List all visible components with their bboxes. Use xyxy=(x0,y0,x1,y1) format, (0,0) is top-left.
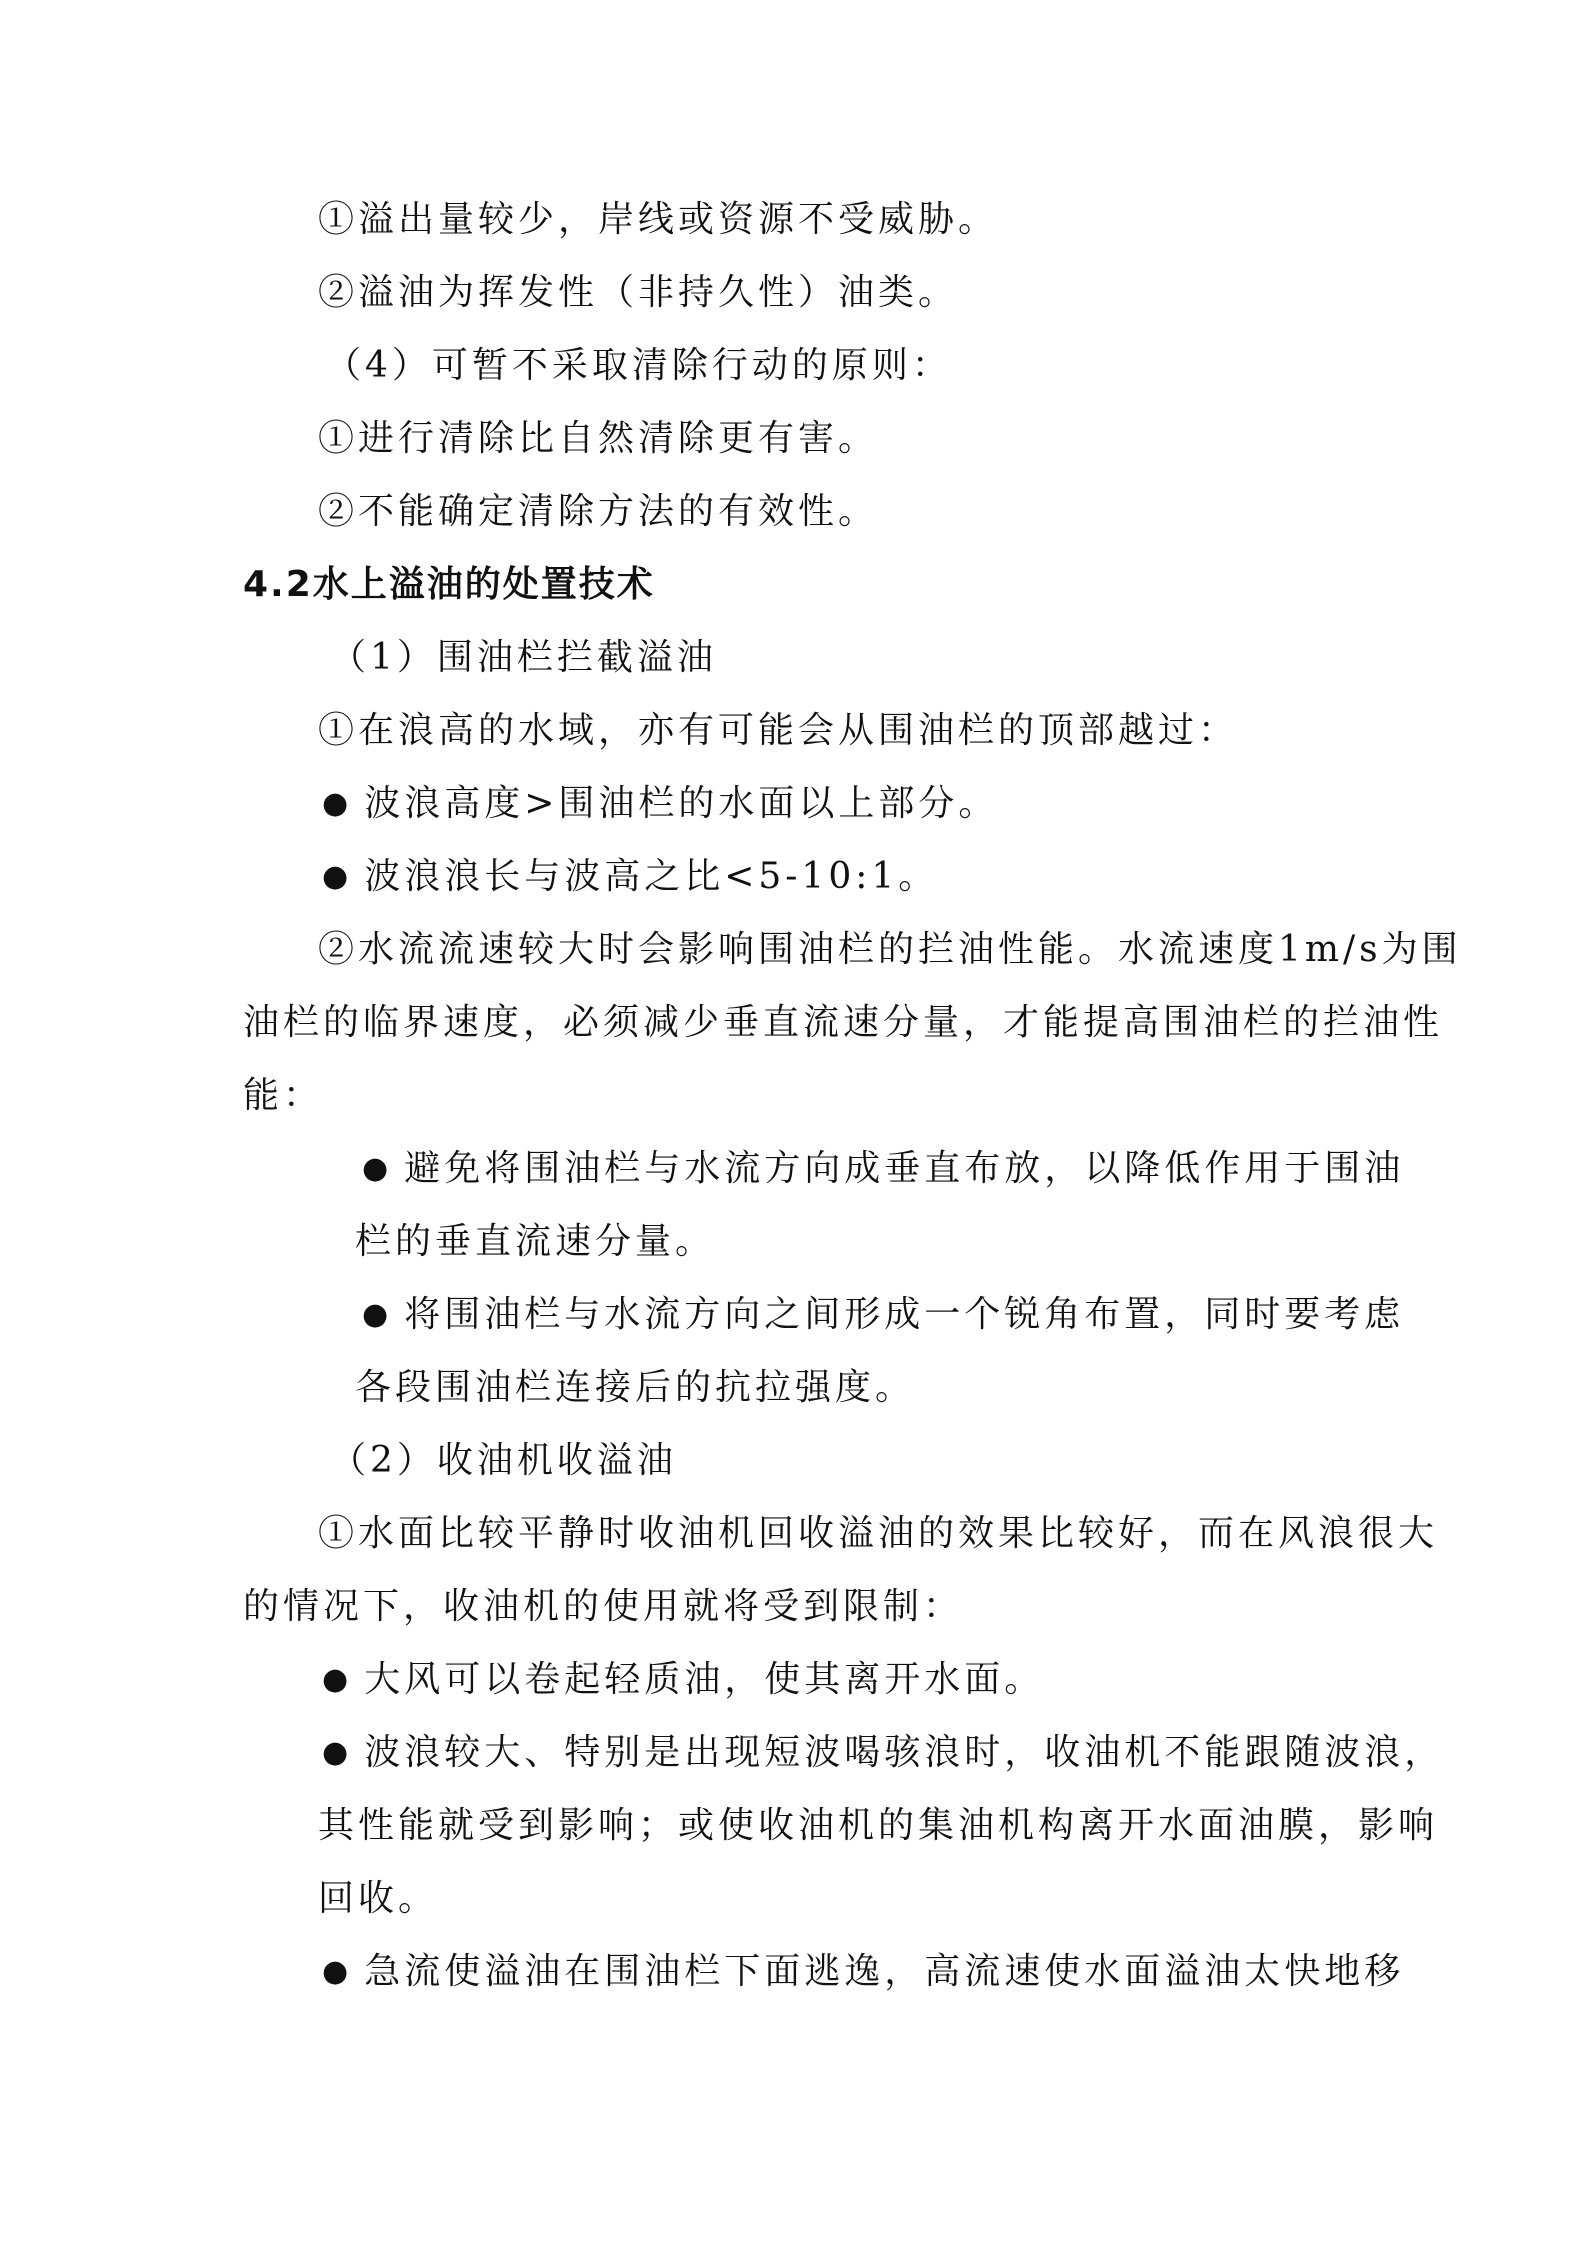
bullet-text: 急流使溢油在围油栏下面逃逸，高流速使水面溢油太快地移 xyxy=(364,1951,1405,1992)
bullet-icon: ● xyxy=(322,859,349,894)
bullet-item xyxy=(322,782,998,826)
bullet-text: 将围油栏与水流方向之间形成一个锐角布置，同时要考虑 xyxy=(404,1294,1405,1335)
text-line: （4）可暂不采取清除行动的原则： xyxy=(325,345,952,386)
text-line: ②溢油为挥发性（非持久性）油类。 xyxy=(318,272,959,313)
bullet-icon: ● xyxy=(362,1151,389,1186)
text-line: 油栏的临界速度，必须减少垂直流速分量，才能提高围油栏的拦油性 xyxy=(243,1002,1444,1043)
text-line: 栏的垂直流速分量。 xyxy=(355,1221,716,1262)
bullet-text: 避免将围油栏与水流方向成垂直布放，以降低作用于围油 xyxy=(404,1148,1405,1189)
section-heading: 4.2水上溢油的处置技术 xyxy=(243,564,655,605)
bullet-text: 波浪较大、特别是出现短波喝骇浪时，收油机不能跟随波浪， xyxy=(364,1732,1445,1773)
subsection-heading: （2）收油机收溢油 xyxy=(330,1440,677,1481)
bullet-item xyxy=(362,1147,1405,1191)
bullet-item xyxy=(322,1658,1044,1702)
bullet-item xyxy=(322,1731,1445,1775)
text-line: 的情况下，收油机的使用就将受到限制： xyxy=(243,1586,964,1627)
text-line: ①溢出量较少，岸线或资源不受威胁。 xyxy=(318,199,999,240)
bullet-icon: ● xyxy=(362,1297,389,1332)
text-line: 回收。 xyxy=(318,1878,439,1919)
text-line: 能： xyxy=(243,1075,324,1116)
bullet-icon: ● xyxy=(322,1954,349,1989)
text-line: ②不能确定清除方法的有效性。 xyxy=(318,491,879,532)
bullet-text: 波浪高度>围油栏的水面以上部分。 xyxy=(364,783,999,824)
text-line: ②水流流速较大时会影响围油栏的拦油性能。水流速度1m/s为围 xyxy=(318,929,1462,970)
bullet-item xyxy=(362,1293,1405,1337)
text-line: ①水面比较平静时收油机回收溢油的效果比较好，而在风浪很大 xyxy=(318,1513,1439,1554)
bullet-item xyxy=(322,1950,1405,1994)
text-line: 各段围油栏连接后的抗拉强度。 xyxy=(355,1367,916,1408)
bullet-icon: ● xyxy=(322,786,349,821)
bullet-text: 波浪浪长与波高之比<5-10:1。 xyxy=(364,856,939,897)
bullet-text: 大风可以卷起轻质油，使其离开水面。 xyxy=(364,1659,1045,1700)
text-line: ①在浪高的水域，亦有可能会从围油栏的顶部越过： xyxy=(318,710,1239,751)
subsection-heading: （1）围油栏拦截溢油 xyxy=(330,637,717,678)
bullet-item xyxy=(322,855,938,899)
text-line: ①进行清除比自然清除更有害。 xyxy=(318,418,879,459)
bullet-icon: ● xyxy=(322,1735,349,1770)
text-line: 其性能就受到影响；或使收油机的集油机构离开水面油膜，影响 xyxy=(318,1805,1439,1846)
bullet-icon: ● xyxy=(322,1662,349,1697)
